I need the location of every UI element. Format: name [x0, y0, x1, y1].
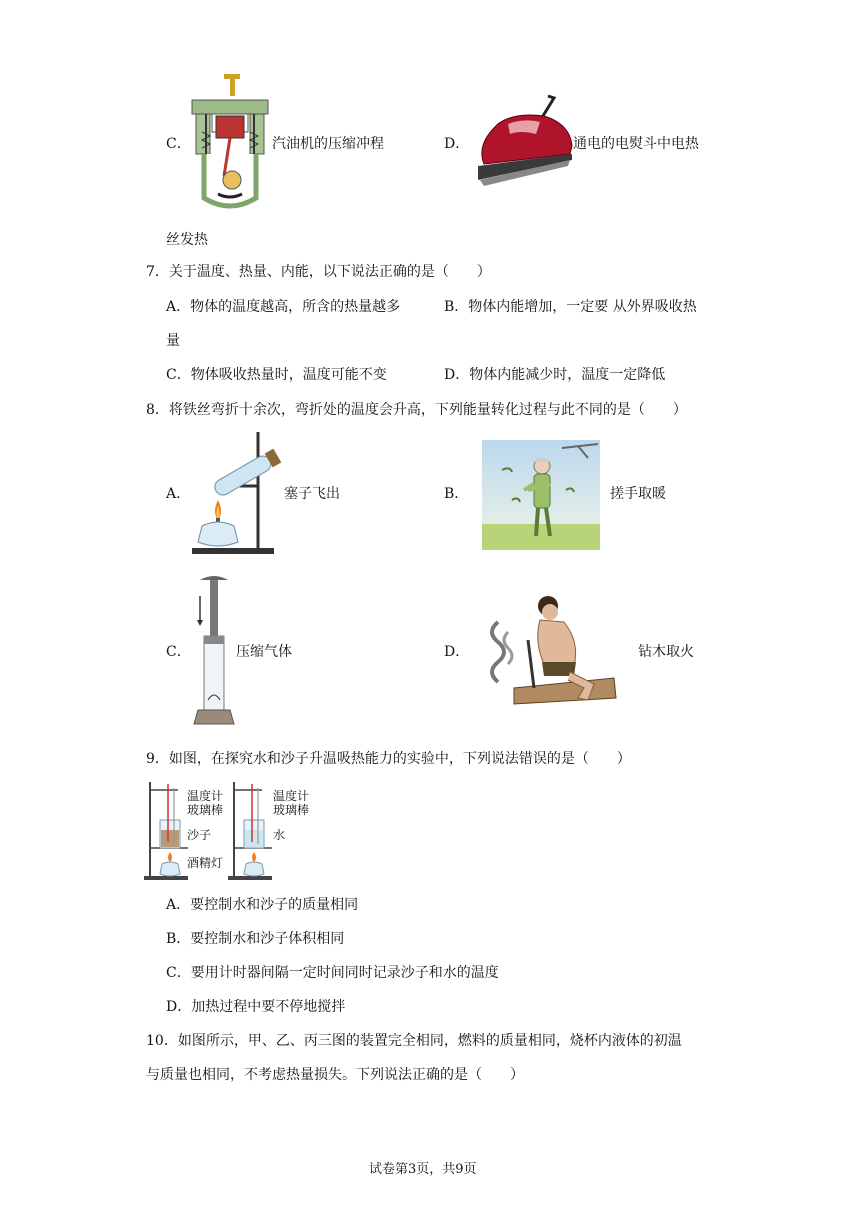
page-footer: 试卷第3页，共9页: [369, 1162, 477, 1177]
label-sand: 沙子: [187, 828, 212, 842]
label-thermometer-left: 温度计: [187, 789, 224, 803]
q7-option-b: B．物体内能增加，一定要 从外界吸收热: [444, 299, 697, 315]
label-glass-rod-right: 玻璃棒: [273, 803, 310, 817]
q9-stem: 9．如图，在探究水和沙子升温吸热能力的实验中，下列说法错误的是（ ）: [146, 751, 631, 767]
option-d-text: 通电的电熨斗中电热: [573, 136, 699, 152]
q7-option-a: A．物体的温度越高，所含的热量越多: [166, 299, 401, 315]
q8-option-d-label: D．: [444, 644, 470, 660]
q10-line-1: 10．如图所示，甲、乙、丙三图的装置完全相同，燃料的质量相同，烧杯内液体的初温: [146, 1033, 682, 1049]
rubbing-hands-figure: [482, 440, 600, 550]
option-d-label: D．: [444, 136, 470, 152]
drilling-wood-fire-figure: [484, 592, 624, 710]
label-thermometer-right: 温度计: [273, 789, 310, 803]
q7-option-d: D．物体内能减少时，温度一定降低: [444, 367, 666, 383]
compress-gas-figure: [192, 572, 236, 728]
label-glass-rod-left: 玻璃棒: [187, 803, 224, 817]
q8-option-d-text: 钻木取火: [638, 644, 694, 660]
q7-option-c: C．物体吸收热量时，温度可能不变: [166, 367, 387, 383]
option-c-text: 汽油机的压缩冲程: [272, 136, 384, 152]
q8-option-c-text: 压缩气体: [236, 644, 292, 660]
q9-option-b: B．要控制水和沙子体积相同: [166, 931, 345, 947]
label-alcohol-lamp: 酒精灯: [187, 856, 224, 870]
q8-option-c-label: C．: [166, 644, 191, 660]
q9-option-c: C．要用计时器间隔一定时间同时记录沙子和水的温度: [166, 965, 499, 981]
q9-option-a: A．要控制水和沙子的质量相同: [166, 897, 359, 913]
q8-option-a-text: 塞子飞出: [284, 486, 340, 502]
q10-line-2: 与质量也相同，不考虑热量损失。下列说法正确的是（ ）: [146, 1067, 524, 1083]
label-water: 水: [273, 828, 286, 842]
test-tube-heating-figure: [192, 430, 282, 558]
q8-option-a-label: A．: [166, 486, 191, 502]
q9-option-d: D．加热过程中要不停地搅拌: [166, 999, 346, 1015]
q7-option-b-cont: 量: [166, 333, 180, 349]
sand-water-experiment-figure: [144, 780, 316, 884]
option-d-text-cont: 丝发热: [166, 232, 208, 248]
gasoline-engine-figure: [190, 72, 270, 217]
q7-stem: 7．关于温度、热量、内能，以下说法正确的是（ ）: [146, 264, 491, 280]
q8-option-b-label: B．: [444, 486, 469, 502]
option-c-label: C．: [166, 136, 191, 152]
q8-stem: 8．将铁丝弯折十余次，弯折处的温度会升高，下列能量转化过程与此不同的是（ ）: [146, 402, 687, 418]
q8-option-b-text: 搓手取暖: [610, 486, 666, 502]
electric-iron-figure: [474, 94, 574, 192]
